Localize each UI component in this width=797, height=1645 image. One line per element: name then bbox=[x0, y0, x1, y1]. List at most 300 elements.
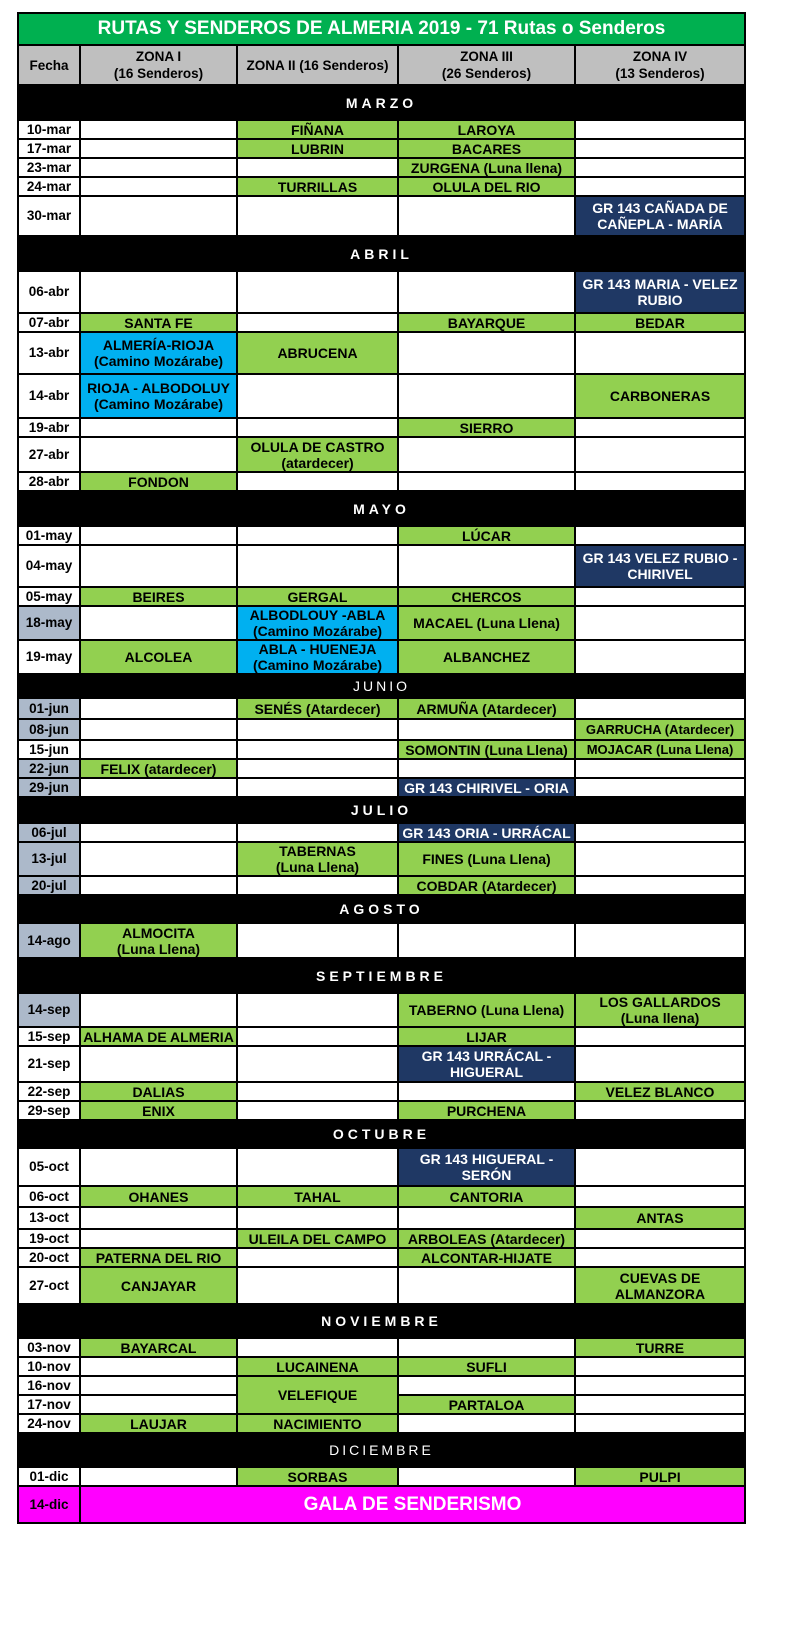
zone3-cell: ARMUÑA (Atardecer) bbox=[398, 698, 575, 719]
table-row bbox=[18, 606, 745, 640]
zone3-cell bbox=[398, 759, 575, 778]
route-line-1: GR 143 MARIA - VELEZ bbox=[582, 276, 738, 292]
zone1-cell bbox=[80, 740, 237, 759]
zone1-cell bbox=[80, 158, 237, 177]
table-row bbox=[18, 1082, 745, 1101]
zone4-cell bbox=[575, 1148, 745, 1186]
route-line-2: (Camino Mozárabe) bbox=[252, 623, 383, 639]
zone2-cell: NACIMIENTO bbox=[237, 1414, 398, 1433]
zone2-cell bbox=[237, 1267, 398, 1304]
zone4-cell bbox=[575, 418, 745, 437]
date-cell: 27-abr bbox=[18, 437, 80, 472]
route-line-1: GR 143 CAÑADA DE bbox=[592, 200, 728, 216]
table-row bbox=[18, 778, 745, 797]
date-cell: 14-sep bbox=[18, 993, 80, 1027]
table-row bbox=[18, 1229, 745, 1248]
zone3-cell: GR 143 ORIA - URRÁCAL bbox=[398, 823, 575, 842]
zone2-cell: TURRILLAS bbox=[237, 177, 398, 196]
zone4-cell bbox=[575, 1357, 745, 1376]
zone3-cell: BAYARQUE bbox=[398, 313, 575, 332]
header-zona-1-name: ZONA I bbox=[135, 49, 182, 64]
zone1-cell bbox=[80, 1467, 237, 1486]
zone3-cell: SOMONTIN (Luna Llena) bbox=[398, 740, 575, 759]
zone3-cell bbox=[398, 196, 575, 236]
table-row bbox=[18, 139, 745, 158]
zone3-cell bbox=[398, 1148, 575, 1186]
zone4-cell bbox=[575, 158, 745, 177]
date-cell: 17-nov bbox=[18, 1395, 80, 1414]
table-row bbox=[18, 587, 745, 606]
route-line-2: (Luna llena) bbox=[620, 1010, 700, 1026]
zone4-cell bbox=[575, 545, 745, 587]
zone1-cell bbox=[80, 1376, 237, 1395]
route-line-2: (atardecer) bbox=[281, 454, 354, 471]
zone4-cell bbox=[575, 526, 745, 545]
zone3-cell: PURCHENA bbox=[398, 1101, 575, 1120]
zone2-cell bbox=[237, 778, 398, 797]
zone3-cell: COBDAR (Atardecer) bbox=[398, 876, 575, 895]
zone2-cell bbox=[237, 1207, 398, 1229]
zone3-cell: CANTORIA bbox=[398, 1186, 575, 1207]
table-row bbox=[18, 823, 745, 842]
zone4-cell: MOJACAR (Luna Llena) bbox=[575, 740, 745, 759]
zone3-cell: ALCONTAR-HIJATE bbox=[398, 1248, 575, 1267]
zone1-cell bbox=[80, 993, 237, 1027]
table-row bbox=[18, 740, 745, 759]
header-fecha: Fecha bbox=[18, 45, 80, 85]
date-cell: 06-oct bbox=[18, 1186, 80, 1207]
date-cell: 28-abr bbox=[18, 472, 80, 491]
table-row bbox=[18, 1101, 745, 1120]
table-row bbox=[18, 759, 745, 778]
zone2-cell bbox=[237, 1248, 398, 1267]
date-cell: 04-may bbox=[18, 545, 80, 587]
table-row bbox=[18, 1414, 745, 1433]
date-cell: 16-nov bbox=[18, 1376, 80, 1395]
table-row bbox=[18, 120, 745, 139]
table-row bbox=[18, 1046, 745, 1082]
zone1-cell bbox=[80, 842, 237, 876]
zone2-cell bbox=[237, 719, 398, 740]
date-cell: 10-nov bbox=[18, 1357, 80, 1376]
zone1-cell bbox=[80, 437, 237, 472]
zone3-cell: ALBANCHEZ bbox=[398, 640, 575, 674]
zone3-cell: OLULA DEL RIO bbox=[398, 177, 575, 196]
zone3-cell bbox=[398, 271, 575, 313]
route-line-1: OLULA DE CASTRO bbox=[250, 438, 385, 455]
route-line-2: CAÑEPLA - MARÍA bbox=[597, 216, 723, 232]
header-zona-4 bbox=[575, 45, 745, 85]
zone1-cell bbox=[80, 177, 237, 196]
date-cell: 24-mar bbox=[18, 177, 80, 196]
route-line-1: RIOJA - ALBODOLUY bbox=[87, 380, 230, 396]
month-julio: JULIO bbox=[18, 797, 745, 823]
route-line-1: GR 143 HIGUERAL - bbox=[419, 1151, 554, 1167]
date-cell: 24-nov bbox=[18, 1414, 80, 1433]
zone1-cell bbox=[80, 778, 237, 797]
date-cell: 05-oct bbox=[18, 1148, 80, 1186]
date-cell: 19-abr bbox=[18, 418, 80, 437]
zone3-cell: GR 143 CHIRIVEL - ORIA bbox=[398, 778, 575, 797]
zone1-cell bbox=[80, 139, 237, 158]
zone2-cell bbox=[237, 1148, 398, 1186]
route-line-2: (Luna Llena) bbox=[116, 940, 201, 957]
table-row bbox=[18, 545, 745, 587]
table-row bbox=[18, 374, 745, 418]
header-row bbox=[18, 45, 745, 85]
zone4-cell bbox=[575, 1229, 745, 1248]
route-line-1: ALMOCITA bbox=[122, 924, 195, 941]
table-row bbox=[18, 1207, 745, 1229]
header-zona-4-count: (13 Senderos) bbox=[615, 66, 705, 81]
zone2-cell: SENÉS (Atardecer) bbox=[237, 698, 398, 719]
zone1-cell bbox=[80, 271, 237, 313]
month-noviembre: NOVIEMBRE bbox=[18, 1304, 745, 1338]
date-cell: 06-abr bbox=[18, 271, 80, 313]
zone2-cell bbox=[237, 759, 398, 778]
zone4-cell bbox=[575, 876, 745, 895]
table-row bbox=[18, 437, 745, 472]
zone4-cell bbox=[575, 332, 745, 374]
zone1-cell bbox=[80, 1046, 237, 1082]
zone2-cell bbox=[237, 196, 398, 236]
zone2-cell bbox=[237, 545, 398, 587]
table-row bbox=[18, 993, 745, 1027]
table-row bbox=[18, 196, 745, 236]
header-zona-3-count: (26 Senderos) bbox=[441, 66, 532, 81]
zone4-cell bbox=[575, 923, 745, 958]
zone2-cell bbox=[237, 640, 398, 674]
zone3-cell bbox=[398, 719, 575, 740]
zone3-cell: LIJAR bbox=[398, 1027, 575, 1046]
route-line-2: RUBIO bbox=[637, 292, 683, 308]
table-row bbox=[18, 719, 745, 740]
date-cell: 14-abr bbox=[18, 374, 80, 418]
date-cell: 19-may bbox=[18, 640, 80, 674]
table-row bbox=[18, 1186, 745, 1207]
zone3-cell bbox=[398, 1267, 575, 1304]
table-row bbox=[18, 923, 745, 958]
zone1-cell: FELIX (atardecer) bbox=[80, 759, 237, 778]
zone2-cell bbox=[237, 374, 398, 418]
table-row bbox=[18, 418, 745, 437]
route-line-1: GR 143 URRÁCAL - bbox=[421, 1048, 552, 1064]
zone2-cell bbox=[237, 1082, 398, 1101]
zone1-cell bbox=[80, 823, 237, 842]
zone1-cell bbox=[80, 196, 237, 236]
zone1-cell: BAYARCAL bbox=[80, 1338, 237, 1357]
zone2-cell bbox=[237, 1101, 398, 1120]
zone1-cell bbox=[80, 526, 237, 545]
zone2-cell bbox=[237, 740, 398, 759]
zone1-cell: CANJAYAR bbox=[80, 1267, 237, 1304]
table-row bbox=[18, 876, 745, 895]
zone3-cell: LÚCAR bbox=[398, 526, 575, 545]
zone1-cell: FONDON bbox=[80, 472, 237, 491]
zone1-cell bbox=[80, 1148, 237, 1186]
zone2-cell bbox=[237, 1046, 398, 1082]
date-cell: 19-oct bbox=[18, 1229, 80, 1248]
zone1-cell bbox=[80, 332, 237, 374]
table-row bbox=[18, 1486, 745, 1523]
zone1-cell bbox=[80, 1229, 237, 1248]
zone3-cell: LAROYA bbox=[398, 120, 575, 139]
date-cell: 14-ago bbox=[18, 923, 80, 958]
zone1-cell: SANTA FE bbox=[80, 313, 237, 332]
route-line-2: HIGUERAL bbox=[449, 1064, 524, 1080]
zone3-cell bbox=[398, 374, 575, 418]
date-cell: 01-jun bbox=[18, 698, 80, 719]
zone4-cell: ANTAS bbox=[575, 1207, 745, 1229]
date-cell: 23-mar bbox=[18, 158, 80, 177]
zone2-cell bbox=[237, 993, 398, 1027]
zone4-cell bbox=[575, 640, 745, 674]
zone3-cell: ZURGENA (Luna llena) bbox=[398, 158, 575, 177]
date-cell: 05-may bbox=[18, 587, 80, 606]
date-cell: 21-sep bbox=[18, 1046, 80, 1082]
table-row bbox=[18, 698, 745, 719]
zone4-cell bbox=[575, 1267, 745, 1304]
header-zona-3-name: ZONA III bbox=[460, 49, 513, 64]
zone3-cell: BACARES bbox=[398, 139, 575, 158]
zone4-cell bbox=[575, 993, 745, 1027]
date-cell: 17-mar bbox=[18, 139, 80, 158]
table-row bbox=[18, 1027, 745, 1046]
month-agosto: AGOSTO bbox=[18, 895, 745, 923]
zone3-cell: SUFLI bbox=[398, 1357, 575, 1376]
zone2-cell: SORBAS bbox=[237, 1467, 398, 1486]
table-row bbox=[18, 472, 745, 491]
route-line-2: ALMANZORA bbox=[614, 1285, 706, 1302]
zone1-cell: LAUJAR bbox=[80, 1414, 237, 1433]
zone4-cell bbox=[575, 1395, 745, 1414]
zone1-cell: DALIAS bbox=[80, 1082, 237, 1101]
zone3-cell bbox=[398, 332, 575, 374]
date-cell: 13-jul bbox=[18, 842, 80, 876]
zone1-cell bbox=[80, 876, 237, 895]
date-cell: 07-abr bbox=[18, 313, 80, 332]
page-title: RUTAS Y SENDEROS DE ALMERIA 2019 - 71 Rutas o Senderos bbox=[18, 13, 745, 45]
date-cell: 03-nov bbox=[18, 1338, 80, 1357]
zone4-cell bbox=[575, 437, 745, 472]
zone2-cell bbox=[237, 271, 398, 313]
table-row bbox=[18, 1267, 745, 1304]
route-line-1: ALBODLOUY -ABLA bbox=[249, 607, 386, 623]
table-row bbox=[18, 1376, 745, 1395]
zone4-cell bbox=[575, 1046, 745, 1082]
date-cell: 20-oct bbox=[18, 1248, 80, 1267]
route-line-2: (Camino Mozárabe) bbox=[252, 657, 383, 673]
zone3-cell: SIERRO bbox=[398, 418, 575, 437]
zone3-cell bbox=[398, 472, 575, 491]
zone3-cell: MACAEL (Luna Llena) bbox=[398, 606, 575, 640]
date-cell: 29-sep bbox=[18, 1101, 80, 1120]
header-zona-1 bbox=[80, 45, 237, 85]
zone2-cell: VELEFIQUE bbox=[237, 1376, 398, 1414]
zone2-cell bbox=[237, 923, 398, 958]
zone2-cell bbox=[237, 823, 398, 842]
zone4-cell bbox=[575, 1186, 745, 1207]
route-line-2: (Camino Mozárabe) bbox=[93, 396, 224, 412]
zone4-cell bbox=[575, 587, 745, 606]
table-row bbox=[18, 526, 745, 545]
zone1-cell bbox=[80, 1207, 237, 1229]
date-cell: 15-sep bbox=[18, 1027, 80, 1046]
table-row bbox=[18, 332, 745, 374]
table-row bbox=[18, 313, 745, 332]
month-abril: ABRIL bbox=[18, 236, 745, 271]
route-line-1: ALMERÍA-RIOJA bbox=[102, 337, 215, 353]
zone2-cell: LUCAINENA bbox=[237, 1357, 398, 1376]
route-line-1: CUEVAS DE bbox=[619, 1269, 701, 1286]
zone4-cell bbox=[575, 196, 745, 236]
zone3-cell bbox=[398, 1467, 575, 1486]
zone4-cell: PULPI bbox=[575, 1467, 745, 1486]
table-row bbox=[18, 1338, 745, 1357]
zone2-cell bbox=[237, 437, 398, 472]
date-cell: 22-jun bbox=[18, 759, 80, 778]
zone3-cell: TABERNO (Luna Llena) bbox=[398, 993, 575, 1027]
zone3-cell: CHERCOS bbox=[398, 587, 575, 606]
zone2-cell: ABRUCENA bbox=[237, 332, 398, 374]
date-cell: 01-may bbox=[18, 526, 80, 545]
zone2-cell: LUBRIN bbox=[237, 139, 398, 158]
zone2-cell bbox=[237, 606, 398, 640]
route-line-1: LOS GALLARDOS bbox=[599, 994, 721, 1010]
date-cell: 14-dic bbox=[18, 1486, 80, 1523]
zone1-cell bbox=[80, 120, 237, 139]
zone4-cell bbox=[575, 1101, 745, 1120]
route-line-2: SERÓN bbox=[461, 1167, 512, 1183]
zone1-cell bbox=[80, 1357, 237, 1376]
zone1-cell bbox=[80, 606, 237, 640]
zone4-cell bbox=[575, 823, 745, 842]
zone1-cell bbox=[80, 698, 237, 719]
zone4-cell bbox=[575, 271, 745, 313]
zone2-cell: TAHAL bbox=[237, 1186, 398, 1207]
zone4-cell bbox=[575, 842, 745, 876]
table-row bbox=[18, 1248, 745, 1267]
table-row bbox=[18, 640, 745, 674]
month-octubre: OCTUBRE bbox=[18, 1120, 745, 1148]
routes-table bbox=[17, 12, 746, 1524]
zone3-cell: FINES (Luna Llena) bbox=[398, 842, 575, 876]
zone4-cell bbox=[575, 120, 745, 139]
zone4-cell bbox=[575, 1027, 745, 1046]
zone2-cell bbox=[237, 158, 398, 177]
date-cell: 15-jun bbox=[18, 740, 80, 759]
date-cell: 27-oct bbox=[18, 1267, 80, 1304]
zone4-cell bbox=[575, 177, 745, 196]
zone2-cell: FIÑANA bbox=[237, 120, 398, 139]
zone4-cell bbox=[575, 472, 745, 491]
date-cell: 01-dic bbox=[18, 1467, 80, 1486]
table-row bbox=[18, 1467, 745, 1486]
month-diciembre: DICIEMBRE bbox=[18, 1433, 745, 1467]
zone1-cell bbox=[80, 418, 237, 437]
zone1-cell bbox=[80, 923, 237, 958]
zone2-cell bbox=[237, 1027, 398, 1046]
zone4-cell bbox=[575, 698, 745, 719]
zone3-cell bbox=[398, 437, 575, 472]
date-cell: 13-abr bbox=[18, 332, 80, 374]
table-row bbox=[18, 842, 745, 876]
zone1-cell: ENIX bbox=[80, 1101, 237, 1120]
date-cell: 30-mar bbox=[18, 196, 80, 236]
date-cell: 08-jun bbox=[18, 719, 80, 740]
zone2-cell bbox=[237, 418, 398, 437]
zone4-cell bbox=[575, 1376, 745, 1395]
date-cell: 06-jul bbox=[18, 823, 80, 842]
table-row bbox=[18, 1357, 745, 1376]
date-cell: 29-jun bbox=[18, 778, 80, 797]
zone1-cell: ALHAMA DE ALMERIA bbox=[80, 1027, 237, 1046]
zone4-cell bbox=[575, 139, 745, 158]
zone1-cell: ALCOLEA bbox=[80, 640, 237, 674]
gala-cell: GALA DE SENDERISMO bbox=[80, 1486, 745, 1523]
table-row bbox=[18, 158, 745, 177]
zone2-cell bbox=[237, 1338, 398, 1357]
zone3-cell bbox=[398, 923, 575, 958]
month-septiembre: SEPTIEMBRE bbox=[18, 958, 745, 993]
zone3-cell bbox=[398, 1338, 575, 1357]
route-line-1: ABLA - HUENEJA bbox=[258, 641, 377, 657]
zone3-cell: ARBOLEAS (Atardecer) bbox=[398, 1229, 575, 1248]
header-zona-4-name: ZONA IV bbox=[632, 49, 688, 64]
zone1-cell: PATERNA DEL RIO bbox=[80, 1248, 237, 1267]
zone4-cell: TURRE bbox=[575, 1338, 745, 1357]
zone3-cell bbox=[398, 1046, 575, 1082]
zone2-cell bbox=[237, 472, 398, 491]
header-zona-3 bbox=[398, 45, 575, 85]
zone1-cell bbox=[80, 545, 237, 587]
zone4-cell: CARBONERAS bbox=[575, 374, 745, 418]
zone4-cell bbox=[575, 1248, 745, 1267]
route-line-1: GR 143 VELEZ RUBIO - bbox=[582, 550, 738, 566]
table-row bbox=[18, 1148, 745, 1186]
zone3-cell bbox=[398, 1414, 575, 1433]
routes-calendar bbox=[17, 12, 744, 1524]
zone4-cell: GARRUCHA (Atardecer) bbox=[575, 719, 745, 740]
zone3-cell: PARTALOA bbox=[398, 1395, 575, 1414]
month-junio: JUNIO bbox=[18, 674, 745, 698]
zone2-cell bbox=[237, 526, 398, 545]
zone2-cell bbox=[237, 313, 398, 332]
month-marzo: MARZO bbox=[18, 85, 745, 120]
route-line-1: TABERNAS bbox=[279, 843, 356, 859]
route-line-2: (Camino Mozárabe) bbox=[93, 353, 224, 369]
zone1-cell bbox=[80, 719, 237, 740]
zone2-cell bbox=[237, 842, 398, 876]
header-zona-1-count: (16 Senderos) bbox=[113, 66, 204, 81]
date-cell: 10-mar bbox=[18, 120, 80, 139]
table-row bbox=[18, 271, 745, 313]
date-cell: 13-oct bbox=[18, 1207, 80, 1229]
zone1-cell: OHANES bbox=[80, 1186, 237, 1207]
zone4-cell: VELEZ BLANCO bbox=[575, 1082, 745, 1101]
zone1-cell: BEIRES bbox=[80, 587, 237, 606]
zone3-cell bbox=[398, 1207, 575, 1229]
header-zona-2: ZONA II (16 Senderos) bbox=[237, 45, 398, 85]
route-line-2: CHIRIVEL bbox=[627, 566, 693, 582]
date-cell: 18-may bbox=[18, 606, 80, 640]
date-cell: 20-jul bbox=[18, 876, 80, 895]
table-row bbox=[18, 177, 745, 196]
zone4-cell bbox=[575, 759, 745, 778]
zone4-cell: BEDAR bbox=[575, 313, 745, 332]
zone4-cell bbox=[575, 606, 745, 640]
zone3-cell bbox=[398, 1082, 575, 1101]
